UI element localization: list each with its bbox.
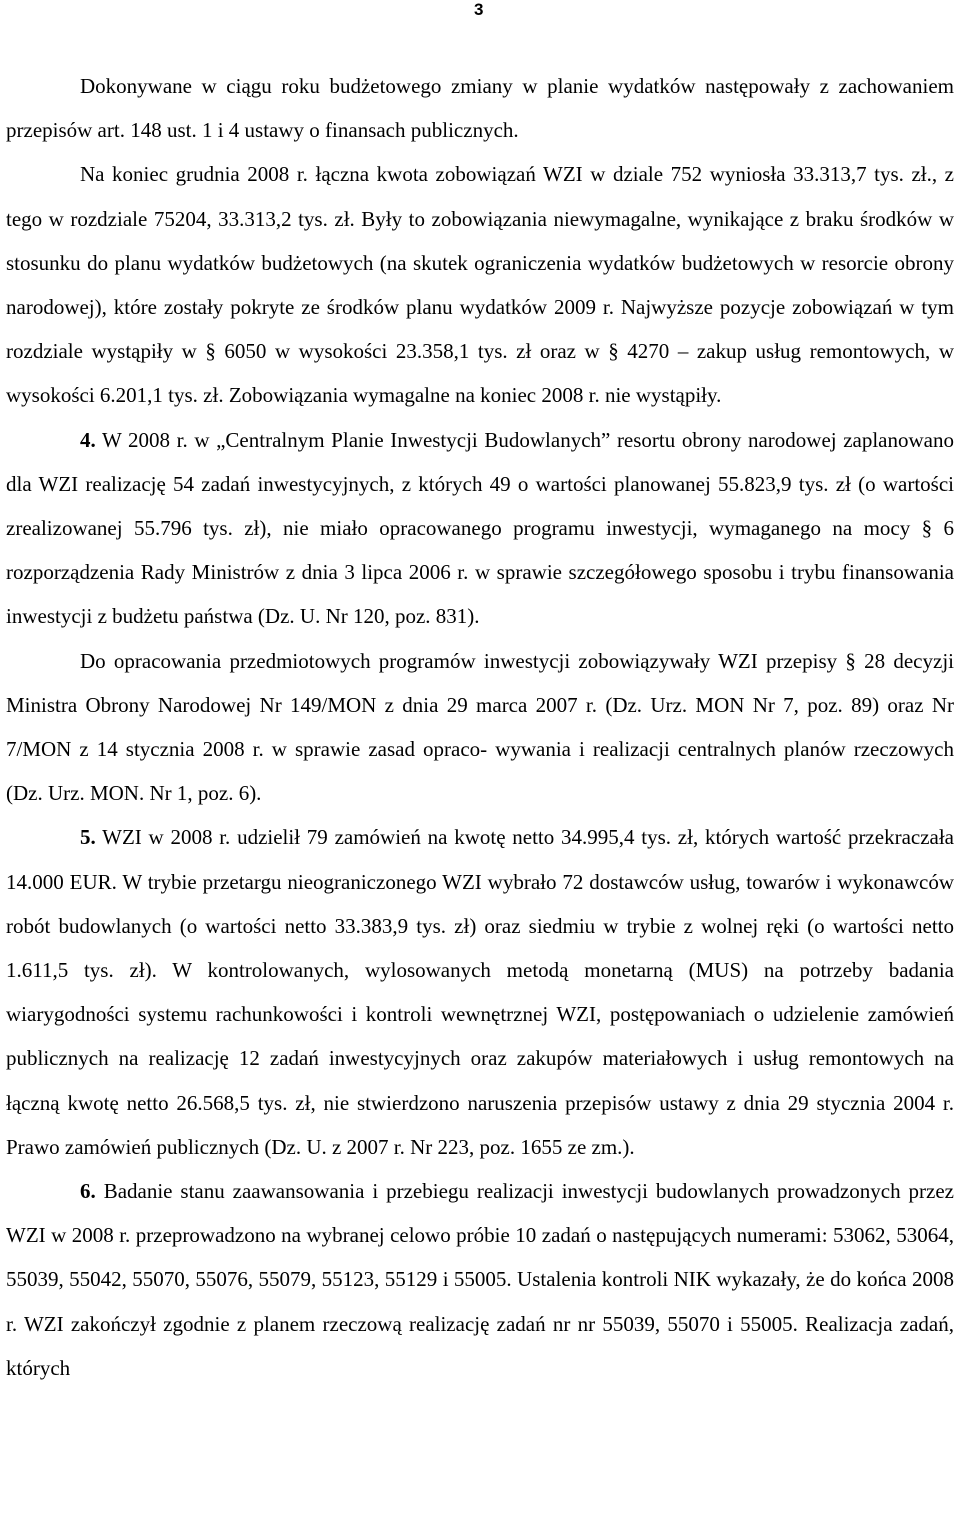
paragraph-text: WZI w 2008 r. udzielił 79 zamówień na kwotę netto 34.995,4 tys. zł, których wartość przekraczała 14.000 EUR. W trybie przetargu nieograniczonego WZI wybrało 72 dostawców usług, towarów i wykonawców robót budowlanych (o wartości netto 33.383,9 tys. zł) oraz siedmiu w trybie z wolnej ręki (o wartości netto 1.611,5 tys. zł). W kontrolowanych, wylosowanych metodą monetarną (MUS) na potrzeby badania wiarygodności systemu rachunkowości i kontroli wewnętrznej WZI, postępowaniach o udzielenie zamówień publicznych na realizację 12 zadań inwestycyjnych oraz zakupów materiałowych i usług remontowych na łączną kwotę netto 26.568,5 tys. zł, nie stwierdzono naruszenia przepisów ustawy z dnia 29 stycznia 2004 r. Prawo zamówień publicznych (Dz. U. z 2007 r. Nr 223, poz. 1655 ze zm.). [6, 825, 955, 1159]
paragraph-number: 6. [80, 1179, 96, 1204]
paragraph-number: 5. [80, 825, 96, 850]
paragraph-number: 4. [80, 427, 96, 452]
page-number: 3 [474, 0, 484, 19]
paragraph-investment-plan [6, 418, 954, 639]
paragraph-procurement [6, 815, 954, 1169]
paragraph-regulations: Do opracowania przedmiotowych programów inwestycji zobowiązywały WZI przepisy § 28 decyzji Ministra Obrony Narodowej Nr 149/MON z dnia 29 marca 2007 r. (Dz. Urz. MON Nr 7, poz. 89) oraz Nr 7/MON z 14 stycznia 2008 r. w sprawie zasad opraco- wywania i realizacji centralnych planów rzeczowych (Dz. Urz. MON. Nr 1, poz. 6). [6, 648, 954, 806]
paragraph-construction-audit [6, 1169, 954, 1390]
paragraph-budget-changes: Dokonywane w ciągu roku budżetowego zmiany w planie wydatków następowały z zachowaniem przepisów art. 148 ust. 1 i 4 ustawy o finansach publicznych. [6, 74, 954, 143]
document-body [6, 64, 954, 1390]
paragraph-liabilities: Na koniec grudnia 2008 r. łączna kwota zobowiązań WZI w dziale 752 wyniosła 33.313,7 tys. zł., z tego w rozdziale 75204, 33.313,2 tys. zł. Były to zobowiązania niewymagalne, wynikające z braku środków w stosunku do planu wydatków budżetowych (na skutek ograniczenia wydatków budżetowych w resorcie obrony narodowej), które zostały pokryte ze środków planu wydatków 2009 r. Najwyższe pozycje zobowiązań w tym rozdziale wystąpiły w § 6050 w wysokości 23.358,1 tys. zł oraz w § 4270 – zakup usług remontowych, w wysokości 6.201,1 tys. zł. Zobowiązania wymagalne na koniec 2008 r. nie wystąpiły. [6, 162, 954, 408]
paragraph-text: Badanie stanu zaawansowania i przebiegu realizacji inwestycji budowlanych prowadzonych przez WZI w 2008 r. przeprowadzono na wybranej celowo próbie 10 zadań o następujących numerami: 53062, 53064, 55039, 55042, 55070, 55076, 55079, 55123, 55129 i 55005. Ustalenia kontroli NIK wykazały, że do końca 2008 r. WZI zakończył zgodnie z planem rzeczową realizację zadań nr nr 55039, 55070 i 55005. Realizacja zadań, których [6, 1179, 955, 1380]
paragraph-text: W 2008 r. w „Centralnym Planie Inwestycji Budowlanych” resortu obrony narodowej zaplanowano dla WZI realizację 54 zadań inwestycyjnych, z których 49 o wartości planowanej 55.823,9 tys. zł (o wartości zrealizowanej 55.796 tys. zł), nie miało opracowanego programu inwestycji, wymaganego na mocy § 6 rozporządzenia Rady Ministrów z dnia 3 lipca 2006 r. w sprawie szczegółowego sposobu i trybu finansowania inwestycji z budżetu państwa (Dz. U. Nr 120, poz. 831). [6, 427, 954, 629]
